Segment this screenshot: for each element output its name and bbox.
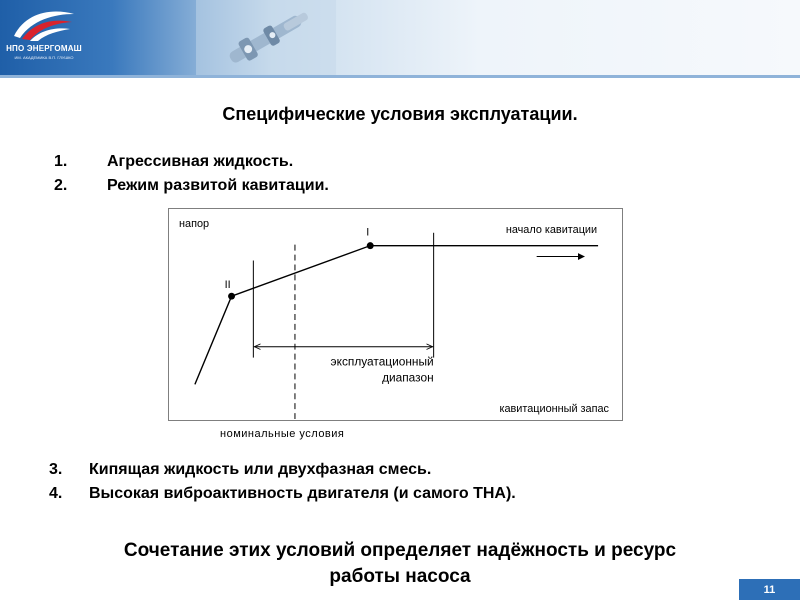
- list-number: 2.: [54, 177, 68, 194]
- point-i-marker: [367, 242, 374, 249]
- nominal-conditions-label: номинальные условия: [220, 428, 345, 440]
- conclusion-text: [40, 538, 760, 590]
- point-i-label: I: [366, 226, 370, 239]
- header-divider: [0, 75, 800, 78]
- list-text: Высокая виброактивность двигателя (и самого ТНА).: [89, 485, 516, 502]
- cavitation-start-label: начало кавитации: [505, 223, 598, 236]
- list-number: 4.: [49, 485, 63, 502]
- list-text: Агрессивная жидкость.: [107, 153, 294, 170]
- operating-range-label-1: эксплуатационный: [330, 354, 434, 369]
- point-ii-marker: [228, 293, 235, 300]
- cavitation-diagram: [168, 208, 623, 421]
- list-text: Режим развитой кавитации.: [107, 177, 329, 194]
- page-number: 11: [739, 579, 800, 600]
- conclusion-line-1: Сочетание этих условий определяет надёжность и ресурс: [123, 540, 677, 561]
- list-number: 3.: [49, 461, 63, 478]
- point-ii-label: II: [224, 279, 231, 292]
- slide-title: Специфические условия эксплуатации.: [222, 104, 578, 124]
- logo-company-name: НПО ЭНЕРГОМАШ: [6, 44, 82, 53]
- logo-subtitle: ИМ. АКАДЕМИКА В.П. ГЛУШКО: [14, 55, 74, 60]
- logo-emblem-icon: [12, 6, 76, 42]
- slide-header: [0, 0, 800, 75]
- operating-range-label-2: диапазон: [382, 370, 434, 385]
- y-axis-label: напор: [179, 217, 210, 230]
- conclusion-line-2: работы насоса: [329, 566, 471, 587]
- company-logo: [4, 4, 84, 70]
- x-axis-label: кавитационный запас: [499, 403, 609, 416]
- list-number: 1.: [54, 153, 68, 170]
- header-engine-image: [196, 0, 336, 75]
- list-text: Кипящая жидкость или двухфазная смесь.: [89, 461, 432, 478]
